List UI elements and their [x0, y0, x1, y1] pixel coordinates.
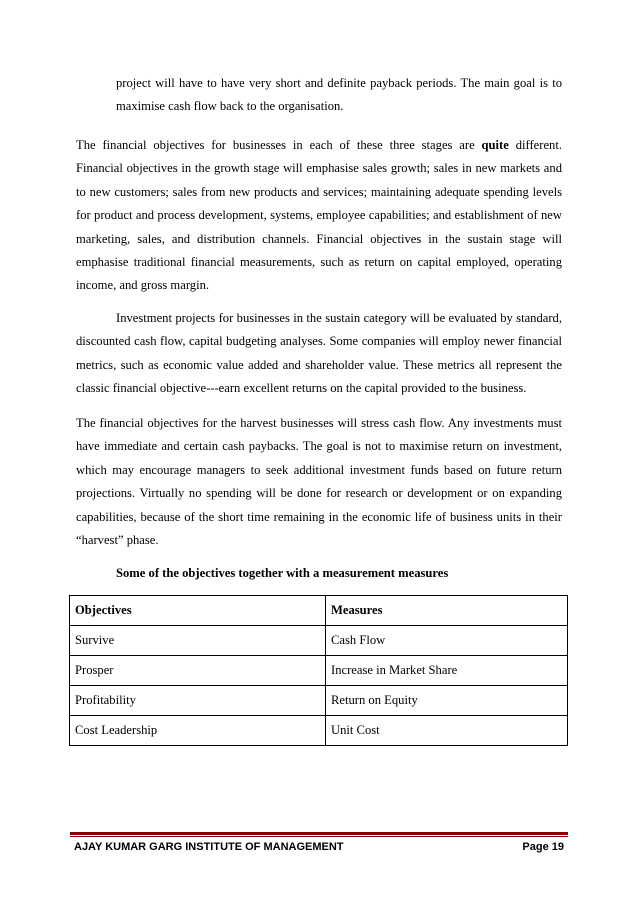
objective-cell: Survive	[70, 626, 326, 656]
table-heading: Some of the objectives together with a measurement measures	[116, 566, 449, 580]
objective-cell: Prosper	[70, 656, 326, 686]
table-row	[70, 686, 568, 716]
intro-continuation-paragraph	[116, 72, 562, 119]
growth-sustain-paragraph	[76, 134, 562, 298]
objectives-measures-table	[69, 595, 568, 746]
measure-cell: Return on Equity	[326, 686, 568, 716]
growth-sustain-bold-word: quite	[481, 138, 509, 152]
footer-page-number: Page 19	[522, 841, 564, 853]
measure-cell: Cash Flow	[326, 626, 568, 656]
measure-cell: Increase in Market Share	[326, 656, 568, 686]
footer-divider-thin	[70, 836, 568, 837]
measure-cell: Unit Cost	[326, 716, 568, 746]
table-row	[70, 716, 568, 746]
growth-sustain-text-start: The financial objectives for businesses in each of these three stages are	[76, 138, 482, 152]
table-row	[70, 656, 568, 686]
growth-sustain-text-end: different. Financial objectives in the growth stage will emphasise sales growth; sales in new markets and to new customers; sales from new products and services; maintaining adequate spending levels for product and process development, systems, employee capabilities; and establishment of new marketing, sales, and distribution channels. Financial objectives in the sustain stage will emphasise traditional financial measurements, such as return on capital employed, operating income, and gross margin.	[76, 138, 562, 293]
intro-continuation-text: project will have to have very short and definite payback periods. The main goal is to maximise cash flow back to the organisation.	[116, 76, 562, 114]
harvest-text: The financial objectives for the harvest businesses will stress cash flow. Any investments must have immediate and certain cash paybacks. The goal is not to maximise return on investment, which may encourage managers to seek additional investment funds based on future return projections. Virtually no spending will be done for research or development or on expanding capabilities, because of the short time remaining in the economic life of business units in their “harvest” phase.	[76, 416, 562, 548]
harvest-paragraph	[76, 412, 562, 552]
header-objectives: Objectives	[70, 596, 326, 626]
growth-sustain-text	[76, 134, 562, 298]
footer-institute-name: AJAY KUMAR GARG INSTITUTE OF MANAGEMENT	[74, 841, 344, 853]
table-header-row	[70, 596, 568, 626]
header-measures: Measures	[326, 596, 568, 626]
footer-divider	[70, 832, 568, 835]
sustain-investment-text: Investment projects for businesses in the sustain category will be evaluated by standard, discounted cash flow, capital budgeting analyses. Some companies will employ newer financial metrics, such as economic value added and shareholder value. These metrics all represent the classic financial objective---earn excellent returns on the capital provided to the business.	[76, 311, 562, 396]
sustain-investment-paragraph	[76, 307, 562, 401]
objective-cell: Cost Leadership	[70, 716, 326, 746]
table-row	[70, 626, 568, 656]
objective-cell: Profitability	[70, 686, 326, 716]
